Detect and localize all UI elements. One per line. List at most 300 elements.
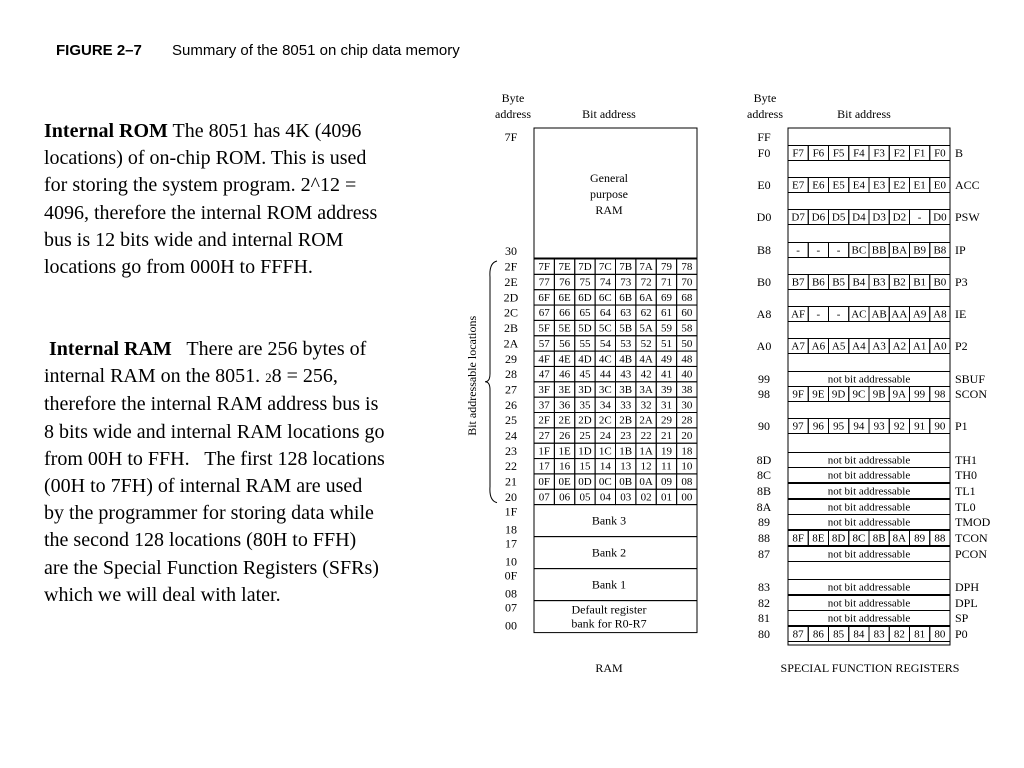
bit-address-label: 88: [934, 532, 946, 545]
bit-address-label: B4: [852, 276, 866, 289]
bit-address-label: 18: [681, 445, 693, 458]
sfr-name-label: P0: [955, 627, 968, 641]
bit-address-label: 2E: [558, 414, 571, 427]
byte-address-label: 1F: [504, 504, 518, 519]
bit-address-label: 1C: [598, 445, 612, 458]
byte-address-label: D0: [756, 210, 772, 224]
text-line: for storing the system program. 2^12 =: [44, 174, 357, 197]
bit-address-label: 0F: [538, 476, 550, 489]
byte-address-label: 8B: [756, 484, 772, 498]
byte-address-label: B0: [756, 275, 772, 289]
bit-address-label: 57: [538, 337, 550, 350]
bit-address-label: F2: [893, 147, 906, 160]
internal-ram-heading: Internal RAM: [49, 338, 172, 360]
bit-address-label: 3E: [558, 383, 571, 396]
bit-address-label: 76: [559, 276, 571, 289]
bit-address-label: BA: [891, 244, 908, 257]
bit-address-label: 22: [640, 430, 652, 443]
text-line: bus is 12 bits wide and internal ROM: [44, 228, 344, 251]
sfr-name-label: TH1: [955, 453, 977, 467]
bit-address-label: 49: [660, 353, 672, 366]
bit-address-label: D3: [872, 211, 886, 224]
bit-address-label: 6D: [578, 291, 592, 304]
bit-address-label: 74: [599, 276, 611, 289]
bit-address-label: 64: [599, 307, 611, 320]
text-line: therefore the internal RAM address bus is: [44, 393, 379, 416]
sfr-name-label: ACC: [955, 178, 980, 192]
bit-address-label: 65: [579, 307, 591, 320]
bit-address-label: 11: [661, 460, 672, 473]
register-bank-label: bank for R0-R7: [571, 616, 647, 631]
bit-address-label: 84: [853, 628, 865, 641]
bit-address-label: F3: [873, 147, 885, 160]
not-bit-addressable-label: not bit addressable: [827, 485, 911, 498]
byte-address-label: 30: [505, 244, 517, 258]
text-span: 8 = 256,: [271, 365, 338, 388]
bit-address-label: 79: [660, 261, 672, 274]
bit-address-label: 69: [660, 291, 672, 304]
byte-address-label: A8: [756, 307, 772, 321]
byte-address-label: 82: [758, 596, 770, 610]
bit-address-label: 01: [660, 491, 672, 504]
byte-address-label: 28: [505, 367, 517, 382]
bit-addressable-side-label: Bit addressable locations: [465, 315, 479, 436]
general-purpose-ram-label: purpose: [590, 187, 628, 201]
byte-address-label: 7F: [504, 130, 518, 144]
bit-address-label: 9B: [872, 388, 886, 401]
sfr-name-label: SBUF: [955, 372, 986, 386]
not-bit-addressable-label: not bit addressable: [827, 469, 911, 482]
bit-address-label: 29: [660, 414, 672, 427]
bit-address-label: 4F: [538, 353, 550, 366]
bit-address-label: 25: [579, 430, 591, 443]
bit-address-label: 55: [579, 337, 591, 350]
byte-address-label: 83: [758, 580, 770, 594]
bit-address-label: 3A: [639, 383, 653, 396]
sfr-name-label: TMOD: [955, 515, 991, 529]
sfr-name-label: TH0: [955, 468, 977, 482]
bit-address-label: BB: [871, 244, 887, 257]
bit-address-label: 3B: [619, 383, 633, 396]
sfr-name-label: P2: [955, 339, 968, 353]
byte-address-label: 2C: [503, 305, 519, 320]
bit-address-label: 32: [640, 399, 652, 412]
byte-address-label: 27: [505, 382, 517, 397]
bit-address-label: 0C: [598, 476, 612, 489]
bit-address-label: 31: [660, 399, 672, 412]
bit-address-label: 50: [681, 337, 693, 350]
byte-address-label: 20: [505, 489, 517, 504]
sfr-name-label: TL1: [955, 484, 976, 498]
bit-address-label: 24: [599, 430, 611, 443]
bit-address-label: D7: [791, 211, 805, 224]
bit-address-label: F6: [812, 147, 825, 160]
bit-address-label: F7: [792, 147, 804, 160]
byte-address-label: 2A: [503, 336, 519, 351]
bit-address-label: 17: [538, 460, 550, 473]
bit-address-label: 2A: [639, 414, 653, 427]
bit-address-label: B5: [832, 276, 846, 289]
byte-address-label: 26: [505, 397, 517, 412]
bit-address-label: 6B: [619, 291, 633, 304]
bit-address-label: 8E: [812, 532, 825, 545]
bit-address-label: 45: [579, 368, 591, 381]
bit-address-label: 72: [640, 276, 652, 289]
bit-addressable-brace: [485, 261, 497, 503]
bit-address-label: 9C: [852, 388, 866, 401]
bit-address-label: E2: [893, 179, 906, 192]
bit-address-label: 05: [579, 491, 591, 504]
byte-address-label: 23: [505, 443, 517, 458]
bit-address-label: 8C: [852, 532, 866, 545]
bit-address-label: 56: [559, 337, 571, 350]
bit-address-label: 04: [599, 491, 611, 504]
bit-address-label: A5: [831, 340, 846, 353]
bit-address-label: E6: [812, 179, 825, 192]
bit-address-label: 5A: [639, 322, 653, 335]
byte-address-label: 18: [505, 522, 517, 537]
bit-address-label: 1D: [578, 445, 592, 458]
bit-address-label: 1F: [538, 445, 550, 458]
bit-address-label: 1B: [619, 445, 633, 458]
bit-address-label: 03: [620, 491, 632, 504]
byte-address-label: 00: [505, 618, 517, 633]
byte-address-label: 08: [505, 586, 517, 601]
not-bit-addressable-label: not bit addressable: [827, 454, 911, 467]
sfr-name-label: IP: [955, 243, 966, 257]
bit-address-label: 08: [681, 476, 693, 489]
general-purpose-ram-label: RAM: [595, 203, 623, 217]
bit-address-label: AB: [871, 308, 887, 321]
bit-address-header: Bit address: [837, 107, 891, 121]
bit-address-label: 16: [559, 460, 571, 473]
bit-address-label: 70: [681, 276, 693, 289]
bit-address-label: F4: [853, 147, 865, 160]
bit-address-label: 36: [559, 399, 571, 412]
bit-address-label: 12: [640, 460, 652, 473]
figure-title: Summary of the 8051 on chip data memory: [172, 42, 460, 59]
bit-address-label: 14: [599, 460, 611, 473]
sfr-name-label: PCON: [955, 547, 988, 561]
text-span: There are 256 bytes of: [171, 338, 367, 360]
byte-address-label: 29: [505, 351, 517, 366]
not-bit-addressable-label: not bit addressable: [827, 548, 911, 561]
bit-address-label: 48: [681, 353, 693, 366]
bit-address-label: 9F: [792, 388, 804, 401]
byte-address-label: 2E: [504, 275, 518, 290]
bit-address-label: 93: [873, 420, 885, 433]
bit-address-label: -: [816, 308, 821, 321]
bit-address-label: F1: [913, 147, 926, 160]
byte-address-label: 22: [505, 459, 517, 474]
bit-address-header: Bit address: [582, 107, 636, 121]
byte-address-label: FF: [757, 130, 771, 144]
not-bit-addressable-label: not bit addressable: [827, 597, 911, 610]
bit-address-label: 7A: [639, 261, 653, 274]
bit-address-label: 5E: [558, 322, 571, 335]
text-line: by the programmer for storing data while: [44, 502, 374, 525]
bit-address-label: 58: [681, 322, 693, 335]
byte-address-label: 8C: [756, 468, 772, 482]
register-bank-label: Bank 1: [591, 577, 627, 592]
bit-address-label: 8D: [831, 532, 846, 545]
bit-address-label: AC: [851, 308, 867, 321]
bit-address-label: 85: [833, 628, 845, 641]
bit-address-label: 38: [681, 383, 693, 396]
byte-address-label: 98: [758, 387, 770, 401]
bit-address-label: 75: [579, 276, 591, 289]
byte-address-label: B8: [756, 243, 772, 257]
bit-address-label: 39: [660, 383, 672, 396]
bit-address-label: 4D: [578, 353, 592, 366]
bit-address-label: 8A: [892, 532, 907, 545]
register-bank-label: Bank 3: [591, 513, 627, 528]
bit-address-label: 7D: [578, 261, 592, 274]
bit-address-label: 51: [660, 337, 672, 350]
bit-address-label: 30: [681, 399, 693, 412]
bit-address-label: 43: [620, 368, 632, 381]
bit-address-label: 68: [681, 291, 693, 304]
bit-address-label: BC: [851, 244, 867, 257]
bit-address-label: AF: [791, 308, 806, 321]
byte-address-label: 24: [505, 428, 517, 443]
byte-address-label: 80: [758, 627, 770, 641]
bit-address-label: 19: [660, 445, 672, 458]
bit-address-label: 26: [559, 430, 571, 443]
bit-address-label: 20: [681, 430, 693, 443]
bit-address-label: 80: [934, 628, 946, 641]
bit-address-label: 2B: [619, 414, 633, 427]
bit-address-label: E1: [913, 179, 926, 192]
bit-address-label: 9A: [892, 388, 907, 401]
bit-address-label: -: [816, 244, 821, 257]
bit-address-label: -: [836, 244, 841, 257]
bit-address-label: 4E: [558, 353, 571, 366]
text-line: the second 128 locations (80H to FFH): [44, 529, 357, 552]
byte-address-label: 25: [505, 413, 517, 428]
byte-address-header: address: [495, 107, 531, 121]
byte-address-label: E0: [757, 178, 771, 192]
bit-address-label: 90: [934, 420, 946, 433]
bit-address-label: B9: [913, 244, 927, 257]
bit-address-label: 0D: [578, 476, 592, 489]
bit-address-label: B7: [791, 276, 805, 289]
bit-address-label: A1: [912, 340, 927, 353]
byte-address-label: 2F: [504, 259, 518, 274]
not-bit-addressable-label: not bit addressable: [827, 373, 911, 386]
bit-address-label: D5: [831, 211, 846, 224]
byte-address-label: 81: [758, 611, 770, 625]
bit-address-label: 3C: [598, 383, 612, 396]
bit-address-label: A8: [933, 308, 947, 321]
sfr-name-label: PSW: [955, 210, 980, 224]
bit-address-label: 00: [681, 491, 693, 504]
bit-address-label: A4: [852, 340, 866, 353]
bit-address-label: 13: [620, 460, 632, 473]
bit-address-label: B2: [892, 276, 906, 289]
bit-address-label: 42: [640, 368, 652, 381]
byte-address-label: 2D: [503, 290, 519, 305]
sfr-name-label: SP: [955, 611, 969, 625]
bit-address-label: 7E: [558, 261, 571, 274]
bit-address-label: 1A: [639, 445, 653, 458]
internal-rom-heading: Internal ROM: [44, 120, 168, 142]
bit-address-label: D4: [852, 211, 866, 224]
bit-address-label: 40: [681, 368, 693, 381]
bit-address-label: 37: [538, 399, 550, 412]
bit-address-label: 6C: [598, 291, 612, 304]
bit-address-label: 77: [538, 276, 550, 289]
bit-address-label: 71: [660, 276, 672, 289]
text-line: 4096, therefore the internal ROM address: [44, 201, 378, 224]
byte-address-header: address: [747, 107, 783, 121]
bit-address-label: D0: [933, 211, 947, 224]
bit-address-label: 62: [640, 307, 652, 320]
bit-address-label: 4B: [619, 353, 633, 366]
bit-address-label: 07: [538, 491, 550, 504]
bit-address-label: 92: [893, 420, 905, 433]
figure-label: FIGURE 2–7: [56, 42, 142, 59]
bit-address-label: 83: [873, 628, 885, 641]
text-line: which we will deal with later.: [44, 583, 281, 606]
text-line: locations) of on-chip ROM. This is used: [44, 147, 367, 170]
bit-address-label: 60: [681, 307, 693, 320]
byte-address-label: 8A: [756, 500, 772, 514]
bit-address-label: A9: [912, 308, 927, 321]
register-bank-label: Default register: [571, 602, 647, 617]
bit-address-label: 73: [620, 276, 632, 289]
byte-address-label: 21: [505, 474, 517, 489]
byte-address-label: A0: [756, 339, 772, 353]
bit-address-label: 0A: [639, 476, 653, 489]
bit-address-label: 3D: [578, 383, 592, 396]
bit-address-label: 91: [914, 420, 926, 433]
bit-address-label: 7F: [538, 261, 550, 274]
byte-address-label: F0: [757, 146, 771, 160]
text-span: The 8051 has 4K (4096: [167, 120, 362, 142]
bit-address-label: 87: [792, 628, 804, 641]
bit-address-label: 52: [640, 337, 652, 350]
sfr-name-label: TCON: [955, 531, 988, 545]
sfr-name-label: P3: [955, 275, 968, 289]
byte-address-label: 90: [758, 419, 770, 433]
sfr-name-label: IE: [955, 307, 967, 321]
bit-address-label: 23: [620, 430, 632, 443]
bit-address-label: A0: [933, 340, 947, 353]
bit-address-label: 46: [559, 368, 571, 381]
bit-address-label: E7: [792, 179, 805, 192]
bit-address-label: 35: [579, 399, 591, 412]
bit-address-label: 44: [599, 368, 611, 381]
sfr-name-label: DPH: [955, 580, 980, 594]
bit-address-label: 8B: [872, 532, 886, 545]
sfr-name-label: TL0: [955, 500, 976, 514]
bit-address-label: 5D: [578, 322, 592, 335]
bit-address-label: E4: [852, 179, 865, 192]
bit-address-label: AA: [891, 308, 908, 321]
byte-address-header: Byte: [501, 91, 525, 105]
bit-address-label: 4A: [639, 353, 653, 366]
bit-address-label: 78: [681, 261, 693, 274]
ram-footer-label: RAM: [595, 661, 623, 675]
byte-address-label: 10: [505, 554, 517, 569]
sfr-name-label: DPL: [955, 596, 978, 610]
bit-address-label: 0E: [558, 476, 571, 489]
bit-address-label: F5: [832, 147, 845, 160]
bit-address-label: -: [796, 244, 800, 257]
bit-address-label: 9D: [831, 388, 846, 401]
bit-address-label: 6E: [558, 291, 571, 304]
byte-address-label: 89: [758, 515, 770, 529]
bit-address-label: 61: [660, 307, 672, 320]
text-span: internal RAM on the 8051.: [44, 365, 266, 388]
byte-address-label: 17: [505, 536, 517, 551]
bit-address-label: B1: [913, 276, 927, 289]
byte-address-label: 07: [505, 600, 517, 615]
bit-address-label: -: [836, 308, 841, 321]
text-line: (00H to 7FH) of internal RAM are used: [44, 475, 363, 498]
bit-address-label: A6: [811, 340, 826, 353]
bit-address-label: 66: [559, 307, 571, 320]
sfr-name-label: B: [955, 146, 964, 160]
bit-address-label: 15: [579, 460, 591, 473]
byte-address-label: 2B: [503, 321, 519, 336]
bit-address-label: 27: [538, 430, 550, 443]
bit-address-label: 2F: [538, 414, 550, 427]
bit-address-label: 81: [914, 628, 926, 641]
bit-address-label: -: [917, 211, 922, 224]
bit-address-label: 95: [833, 420, 845, 433]
bit-address-label: F0: [934, 147, 946, 160]
text-line: 8 bits wide and internal RAM locations go: [44, 420, 385, 443]
bit-address-label: 99: [914, 388, 926, 401]
bit-address-label: E0: [933, 179, 946, 192]
bit-address-label: B8: [933, 244, 947, 257]
register-bank-label: Bank 2: [591, 545, 627, 560]
bit-address-label: 2D: [578, 414, 592, 427]
bit-address-label: 41: [660, 368, 672, 381]
general-purpose-ram-label: General: [590, 171, 628, 185]
byte-address-header: Byte: [753, 91, 777, 105]
bit-address-label: B0: [933, 276, 947, 289]
bit-address-label: 4C: [598, 353, 612, 366]
exponent-base: 2: [265, 370, 272, 386]
bit-address-label: 89: [914, 532, 926, 545]
bit-address-label: 34: [599, 399, 611, 412]
bit-address-label: E5: [832, 179, 845, 192]
bit-address-label: 82: [893, 628, 905, 641]
bit-address-label: 7C: [598, 261, 612, 274]
bit-address-label: 3F: [538, 383, 550, 396]
bit-address-label: 2C: [598, 414, 612, 427]
bit-address-label: 7B: [619, 261, 633, 274]
text-line: locations go from 000H to FFFH.: [44, 256, 313, 279]
bit-address-label: B3: [872, 276, 886, 289]
sfr-name-label: SCON: [955, 387, 988, 401]
bit-address-label: B6: [811, 276, 825, 289]
bit-address-label: 28: [681, 414, 693, 427]
not-bit-addressable-label: not bit addressable: [827, 612, 911, 625]
byte-address-label: 88: [758, 531, 770, 545]
bit-address-label: 06: [559, 491, 571, 504]
byte-address-label: 0F: [504, 568, 518, 583]
bit-address-label: 1E: [558, 445, 571, 458]
bit-address-label: 33: [620, 399, 632, 412]
bit-address-label: 0B: [619, 476, 633, 489]
bit-address-label: D2: [892, 211, 907, 224]
bit-address-label: 54: [599, 337, 611, 350]
text-line: are the Special Function Registers (SFRs): [44, 556, 379, 579]
